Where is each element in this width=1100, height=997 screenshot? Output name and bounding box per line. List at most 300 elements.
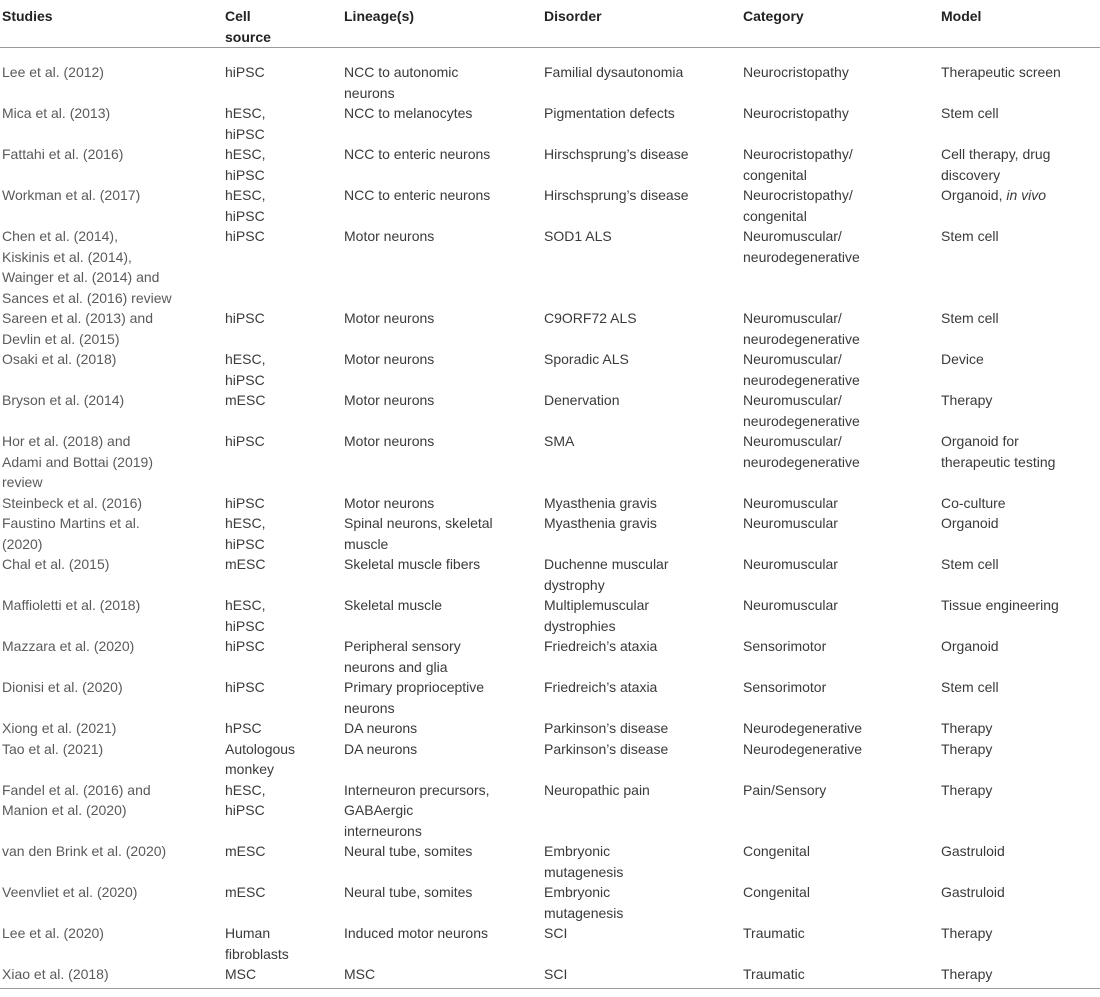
cell-disorder-line: Multiplemuscular [544, 597, 650, 613]
cell-studies [0, 882, 223, 923]
cell-source-line: hiPSC [225, 125, 265, 142]
cell-model-line [941, 185, 1100, 206]
cell-studies-line: Tao et al. (2021) [2, 740, 104, 757]
cell-category-line: Traumatic [743, 966, 805, 982]
cell-source [223, 739, 342, 780]
cell-category-line: Traumatic [743, 925, 805, 941]
cell-model-line: Therapy [941, 392, 993, 408]
table-row [0, 493, 1100, 514]
cell-source [223, 923, 342, 964]
cell-category-line: Neuromuscular [743, 515, 838, 531]
header-row [0, 0, 1100, 48]
cell-category [741, 964, 939, 988]
cell-source [223, 390, 342, 431]
cell-source-line: hESC, [225, 146, 266, 162]
table-row [0, 48, 1100, 104]
cell-lineage [342, 718, 542, 739]
cell-lineage-line: NCC to melanocytes [344, 105, 473, 121]
cell-source-line: hiPSC [225, 679, 265, 695]
cell-source-line: mESC [225, 556, 266, 572]
cell-disorder-line: Myasthenia gravis [544, 494, 657, 511]
cell-model [939, 103, 1100, 144]
cell-model-line: Therapy [941, 720, 993, 736]
cell-lineage-line: interneurons [344, 822, 422, 839]
cell-disorder-line: Neuropathic pain [544, 781, 650, 798]
cell-category-line: Neuromuscular/ [743, 351, 842, 367]
cell-lineage [342, 595, 542, 636]
cell-category [741, 185, 939, 226]
cell-lineage [342, 841, 542, 882]
header-category: Category [741, 0, 939, 48]
cell-disorder [542, 513, 741, 554]
cell-category [741, 636, 939, 677]
cell-category [741, 226, 939, 308]
cell-lineage-line: Skeletal muscle [344, 597, 443, 613]
cell-category [741, 431, 939, 493]
cell-source [223, 882, 342, 923]
cell-studies-line: Wainger et al. (2014) and [2, 269, 160, 285]
cell-lineage-line: Motor neurons [344, 310, 435, 326]
cell-studies-line: Hor et al. (2018) and [2, 433, 131, 449]
cell-category-line: Neuromuscular/ [743, 392, 842, 408]
cell-studies-line: Fattahi et al. (2016) [2, 146, 124, 162]
cell-studies [0, 841, 223, 882]
cell-source [223, 493, 342, 514]
cell-studies [0, 780, 223, 842]
cell-lineage [342, 431, 542, 493]
cell-model-line: Organoid, [941, 187, 1007, 203]
cell-disorder-line: Embryonic [544, 843, 611, 859]
cell-studies [0, 226, 223, 308]
cell-category-line: Neuromuscular [743, 494, 838, 511]
cell-source-line: mESC [225, 392, 266, 408]
cell-model-line: Therapeutic screen [941, 64, 1061, 80]
cell-model-line: Organoid [941, 638, 999, 654]
table-row [0, 595, 1100, 636]
cell-model-line: Stem cell [941, 556, 999, 572]
cell-category [741, 349, 939, 390]
cell-source-line: hESC, [225, 515, 266, 531]
cell-source-line: MSC [225, 966, 257, 982]
cell-studies-line: Lee et al. (2020) [2, 925, 104, 941]
table-row [0, 718, 1100, 739]
cell-lineage-line: NCC to enteric neurons [344, 187, 491, 203]
cell-model [939, 226, 1100, 308]
table-body [0, 48, 1100, 989]
cell-category [741, 677, 939, 718]
cell-disorder-line: SCI [544, 925, 568, 941]
cell-studies-line: Mazzara et al. (2020) [2, 638, 135, 654]
cell-source-line: hiPSC [225, 64, 265, 80]
cell-disorder-line: SCI [544, 966, 568, 982]
cell-category-line: Neuromuscular/ [743, 310, 842, 326]
cell-model [939, 390, 1100, 431]
cell-studies [0, 349, 223, 390]
cell-category [741, 841, 939, 882]
cell-source [223, 636, 342, 677]
cell-source [223, 431, 342, 493]
cell-disorder-line: Pigmentation defects [544, 105, 675, 121]
cell-lineage-line: Motor neurons [344, 228, 435, 244]
cell-disorder [542, 595, 741, 636]
table-row [0, 185, 1100, 226]
cell-studies [0, 513, 223, 554]
cell-disorder [542, 718, 741, 739]
cell-lineage [342, 103, 542, 144]
cell-model [939, 349, 1100, 390]
cell-lineage-line: Induced motor neurons [344, 925, 488, 941]
cell-category-line: neurodegenerative [743, 412, 860, 429]
cell-source [223, 841, 342, 882]
cell-disorder-line: Myasthenia gravis [544, 515, 657, 531]
cell-disorder [542, 431, 741, 493]
cell-lineage [342, 513, 542, 554]
cell-source-line: hESC, [225, 597, 266, 613]
cell-studies-line: Chen et al. (2014), [2, 228, 118, 244]
cell-model [939, 739, 1100, 780]
cell-category [741, 493, 939, 514]
cell-disorder [542, 636, 741, 677]
table-row [0, 554, 1100, 595]
cell-lineage-line: Motor neurons [344, 494, 435, 511]
cell-studies [0, 923, 223, 964]
cell-studies [0, 964, 223, 988]
cell-lineage-line: neurons [344, 699, 395, 716]
cell-lineage-line: neurons [344, 84, 395, 101]
cell-model [939, 964, 1100, 988]
cell-disorder-line: Friedreich’s ataxia [544, 638, 658, 654]
cell-model [939, 554, 1100, 595]
cell-model-line: Gastruloid [941, 843, 1005, 859]
cell-source [223, 103, 342, 144]
cell-lineage [342, 308, 542, 349]
table-row [0, 636, 1100, 677]
cell-studies-line: Kiskinis et al. (2014), [2, 248, 132, 265]
cell-source-line: hiPSC [225, 494, 265, 511]
cell-studies [0, 554, 223, 595]
cell-model-line: Cell therapy, drug [941, 146, 1051, 162]
cell-disorder [542, 349, 741, 390]
cell-source [223, 226, 342, 308]
cell-source-line: hiPSC [225, 228, 265, 244]
cell-studies [0, 677, 223, 718]
cell-source-line: hESC, [225, 187, 266, 203]
cell-category [741, 513, 939, 554]
cell-studies-line: Adami and Bottai (2019) [2, 453, 153, 470]
cell-category [741, 780, 939, 842]
cell-disorder-line: mutagenesis [544, 904, 624, 921]
cell-model-line: Therapy [941, 740, 993, 757]
cell-disorder-line: mutagenesis [544, 863, 624, 880]
cell-lineage-line: Motor neurons [344, 433, 435, 449]
cell-disorder [542, 308, 741, 349]
cell-model [939, 595, 1100, 636]
cell-studies [0, 308, 223, 349]
cell-lineage-line: Peripheral sensory [344, 638, 461, 654]
cell-model-line: Stem cell [941, 679, 999, 695]
cell-category-line: Sensorimotor [743, 679, 827, 695]
cell-source-line: hiPSC [225, 535, 265, 552]
cell-model-line: Gastruloid [941, 884, 1005, 900]
cell-source [223, 718, 342, 739]
cell-studies-line: Workman et al. (2017) [2, 187, 141, 203]
cell-lineage [342, 882, 542, 923]
cell-source [223, 513, 342, 554]
cell-lineage-line: NCC to enteric neurons [344, 146, 491, 162]
cell-category [741, 739, 939, 780]
cell-model-line: Tissue engineering [941, 597, 1059, 613]
cell-disorder [542, 554, 741, 595]
cell-lineage-line: Motor neurons [344, 351, 435, 367]
cell-disorder-line: Friedreich’s ataxia [544, 679, 658, 695]
table-row [0, 677, 1100, 718]
cell-studies [0, 48, 223, 104]
header-studies: Studies [0, 0, 223, 48]
cell-studies-line: Mica et al. (2013) [2, 105, 111, 121]
cell-category-line: Neuromuscular/ [743, 228, 842, 244]
cell-lineage-line: Neural tube, somites [344, 884, 473, 900]
cell-disorder-line: Parkinson’s disease [544, 720, 669, 736]
cell-category [741, 390, 939, 431]
table-row [0, 923, 1100, 964]
cell-category-line: Pain/Sensory [743, 781, 827, 798]
cell-category-line: Neuromuscular [743, 556, 838, 572]
header-cell-source-line: Cell [225, 8, 251, 24]
cell-studies-line: Bryson et al. (2014) [2, 392, 125, 408]
cell-studies-line: Manion et al. (2020) [2, 802, 127, 818]
cell-disorder [542, 144, 741, 185]
cell-lineage-line: muscle [344, 535, 389, 552]
header-cell-source-line: source [225, 28, 271, 45]
cell-lineage [342, 780, 542, 842]
cell-source [223, 185, 342, 226]
cell-source-line: hiPSC [225, 310, 265, 326]
cell-disorder [542, 103, 741, 144]
cell-category-line: Neurocristopathy [743, 105, 849, 121]
cell-category-line: Neurodegenerative [743, 720, 863, 736]
cell-source [223, 48, 342, 104]
cell-studies-line: Xiong et al. (2021) [2, 720, 117, 736]
cell-studies-line: Steinbeck et al. (2016) [2, 494, 143, 511]
cell-disorder [542, 226, 741, 308]
cell-studies [0, 431, 223, 493]
cell-category-line: Congenital [743, 884, 810, 900]
cell-source-line: hiPSC [225, 207, 265, 224]
cell-lineage-line: Primary proprioceptive [344, 679, 485, 695]
cell-lineage-line: Spinal neurons, skeletal [344, 515, 493, 531]
cell-model [939, 636, 1100, 677]
cell-model-line: Organoid for [941, 433, 1019, 449]
cell-source [223, 677, 342, 718]
cell-disorder [542, 48, 741, 104]
table-row [0, 390, 1100, 431]
cell-disorder [542, 923, 741, 964]
cell-lineage [342, 48, 542, 104]
cell-disorder [542, 739, 741, 780]
cell-lineage [342, 144, 542, 185]
cell-source [223, 308, 342, 349]
cell-lineage [342, 554, 542, 595]
cell-model-line: Stem cell [941, 228, 999, 244]
cell-studies [0, 144, 223, 185]
cell-studies-line: Sances et al. (2016) review [2, 289, 172, 306]
cell-model-line: Co-culture [941, 494, 1006, 511]
cell-model [939, 513, 1100, 554]
cell-source-line: Human [225, 925, 271, 941]
cell-model-line: Therapy [941, 966, 993, 982]
cell-model-line: Organoid [941, 515, 999, 531]
cell-model [939, 48, 1100, 104]
cell-category [741, 103, 939, 144]
cell-category-line: Sensorimotor [743, 638, 827, 654]
cell-model-line: Device [941, 351, 984, 367]
cell-disorder-line: Familial dysautonomia [544, 64, 684, 80]
cell-model-line: Stem cell [941, 105, 999, 121]
cell-lineage [342, 677, 542, 718]
cell-model-line: therapeutic testing [941, 453, 1056, 470]
cell-category [741, 144, 939, 185]
cell-source-line: hiPSC [225, 433, 265, 449]
cell-disorder [542, 185, 741, 226]
cell-category-line: Neuromuscular/ [743, 433, 842, 449]
table-row [0, 349, 1100, 390]
cell-model [939, 923, 1100, 964]
cell-source-line: hESC, [225, 351, 266, 367]
cell-category-line: Neurocristopathy [743, 64, 849, 80]
cell-disorder [542, 493, 741, 514]
table-row [0, 882, 1100, 923]
cell-lineage [342, 964, 542, 988]
cell-lineage-line: Motor neurons [344, 392, 435, 408]
cell-disorder-line: dystrophies [544, 617, 616, 634]
cell-category [741, 554, 939, 595]
cell-disorder-line: SOD1 ALS [544, 228, 612, 244]
cell-studies [0, 185, 223, 226]
cell-source [223, 349, 342, 390]
cell-studies-line: Sareen et al. (2013) and [2, 310, 153, 326]
cell-studies [0, 390, 223, 431]
cell-studies-line: (2020) [2, 535, 43, 552]
cell-studies-line: Maffioletti et al. (2018) [2, 597, 141, 613]
cell-disorder [542, 841, 741, 882]
cell-disorder-line: Hirschsprung’s disease [544, 187, 689, 203]
cell-lineage-line: GABAergic [344, 802, 414, 818]
table-row [0, 739, 1100, 780]
cell-studies [0, 103, 223, 144]
cell-studies [0, 493, 223, 514]
cell-studies-line: Devlin et al. (2015) [2, 330, 120, 347]
cell-studies [0, 636, 223, 677]
cell-studies-line: Chal et al. (2015) [2, 556, 110, 572]
cell-disorder [542, 882, 741, 923]
cell-lineage-line: NCC to autonomic [344, 64, 459, 80]
cell-source-line: hPSC [225, 720, 262, 736]
cell-studies-line: Faustino Martins et al. [2, 515, 140, 531]
cell-studies-line: Dionisi et al. (2020) [2, 679, 123, 695]
cell-lineage [342, 185, 542, 226]
cell-model [939, 882, 1100, 923]
cell-model [939, 308, 1100, 349]
cell-source [223, 964, 342, 988]
cell-studies-line: Lee et al. (2012) [2, 64, 104, 80]
cell-lineage [342, 923, 542, 964]
cell-model [939, 841, 1100, 882]
cell-model [939, 493, 1100, 514]
cell-model-line: discovery [941, 166, 1001, 183]
cell-model-line: Stem cell [941, 310, 999, 326]
cell-disorder [542, 964, 741, 988]
cell-disorder-line: Parkinson’s disease [544, 740, 669, 757]
header-cell-source [223, 0, 342, 48]
cell-category-line: neurodegenerative [743, 453, 860, 470]
cell-category [741, 595, 939, 636]
cell-lineage [342, 390, 542, 431]
cell-lineage [342, 636, 542, 677]
cell-model-line: Therapy [941, 781, 993, 798]
cell-category-line: Neurocristopathy/ [743, 187, 853, 203]
cell-category-line: neurodegenerative [743, 371, 860, 388]
cell-category-line: neurodegenerative [743, 330, 860, 347]
cell-category [741, 48, 939, 104]
cell-lineage-line: MSC [344, 966, 376, 982]
cell-source [223, 554, 342, 595]
cell-lineage [342, 349, 542, 390]
cell-lineage-line: Skeletal muscle fibers [344, 556, 481, 572]
cell-model-line: Therapy [941, 925, 993, 941]
table-row [0, 780, 1100, 842]
cell-category-line: congenital [743, 166, 807, 183]
cell-source-line: hESC, [225, 105, 266, 121]
header-model: Model [939, 0, 1100, 48]
cell-lineage-line: Interneuron precursors, [344, 781, 490, 798]
cell-category-line: congenital [743, 207, 807, 224]
cell-model [939, 718, 1100, 739]
cell-disorder [542, 780, 741, 842]
cell-source-line: Autologous [225, 740, 296, 757]
cell-source-line: hiPSC [225, 802, 265, 818]
cell-source-line: fibroblasts [225, 945, 289, 962]
cell-disorder-line: C9ORF72 ALS [544, 310, 637, 326]
cell-category [741, 718, 939, 739]
cell-model [939, 431, 1100, 493]
cell-source [223, 144, 342, 185]
cell-disorder [542, 677, 741, 718]
cell-disorder-line: Sporadic ALS [544, 351, 629, 367]
header-disorder: Disorder [542, 0, 741, 48]
cell-disorder-line: Denervation [544, 392, 620, 408]
cell-studies-line: review [2, 474, 43, 490]
cell-lineage [342, 493, 542, 514]
cell-category-line: Congenital [743, 843, 810, 859]
cell-disorder [542, 390, 741, 431]
cell-model [939, 144, 1100, 185]
table-row [0, 431, 1100, 493]
cell-source-line: mESC [225, 884, 266, 900]
cell-lineage [342, 739, 542, 780]
cell-model [939, 185, 1100, 226]
cell-disorder-line: SMA [544, 433, 575, 449]
table-row [0, 513, 1100, 554]
cell-studies-line: Veenvliet et al. (2020) [2, 884, 138, 900]
cell-lineage-line: neurons and glia [344, 658, 448, 675]
cell-category-line: Neurocristopathy/ [743, 146, 853, 162]
table-row [0, 103, 1100, 144]
cell-studies-line: Fandel et al. (2016) and [2, 781, 151, 798]
cell-lineage-line: Neural tube, somites [344, 843, 473, 859]
cell-studies-line: Osaki et al. (2018) [2, 351, 117, 367]
header-lineage: Lineage(s) [342, 0, 542, 48]
table-row [0, 964, 1100, 988]
